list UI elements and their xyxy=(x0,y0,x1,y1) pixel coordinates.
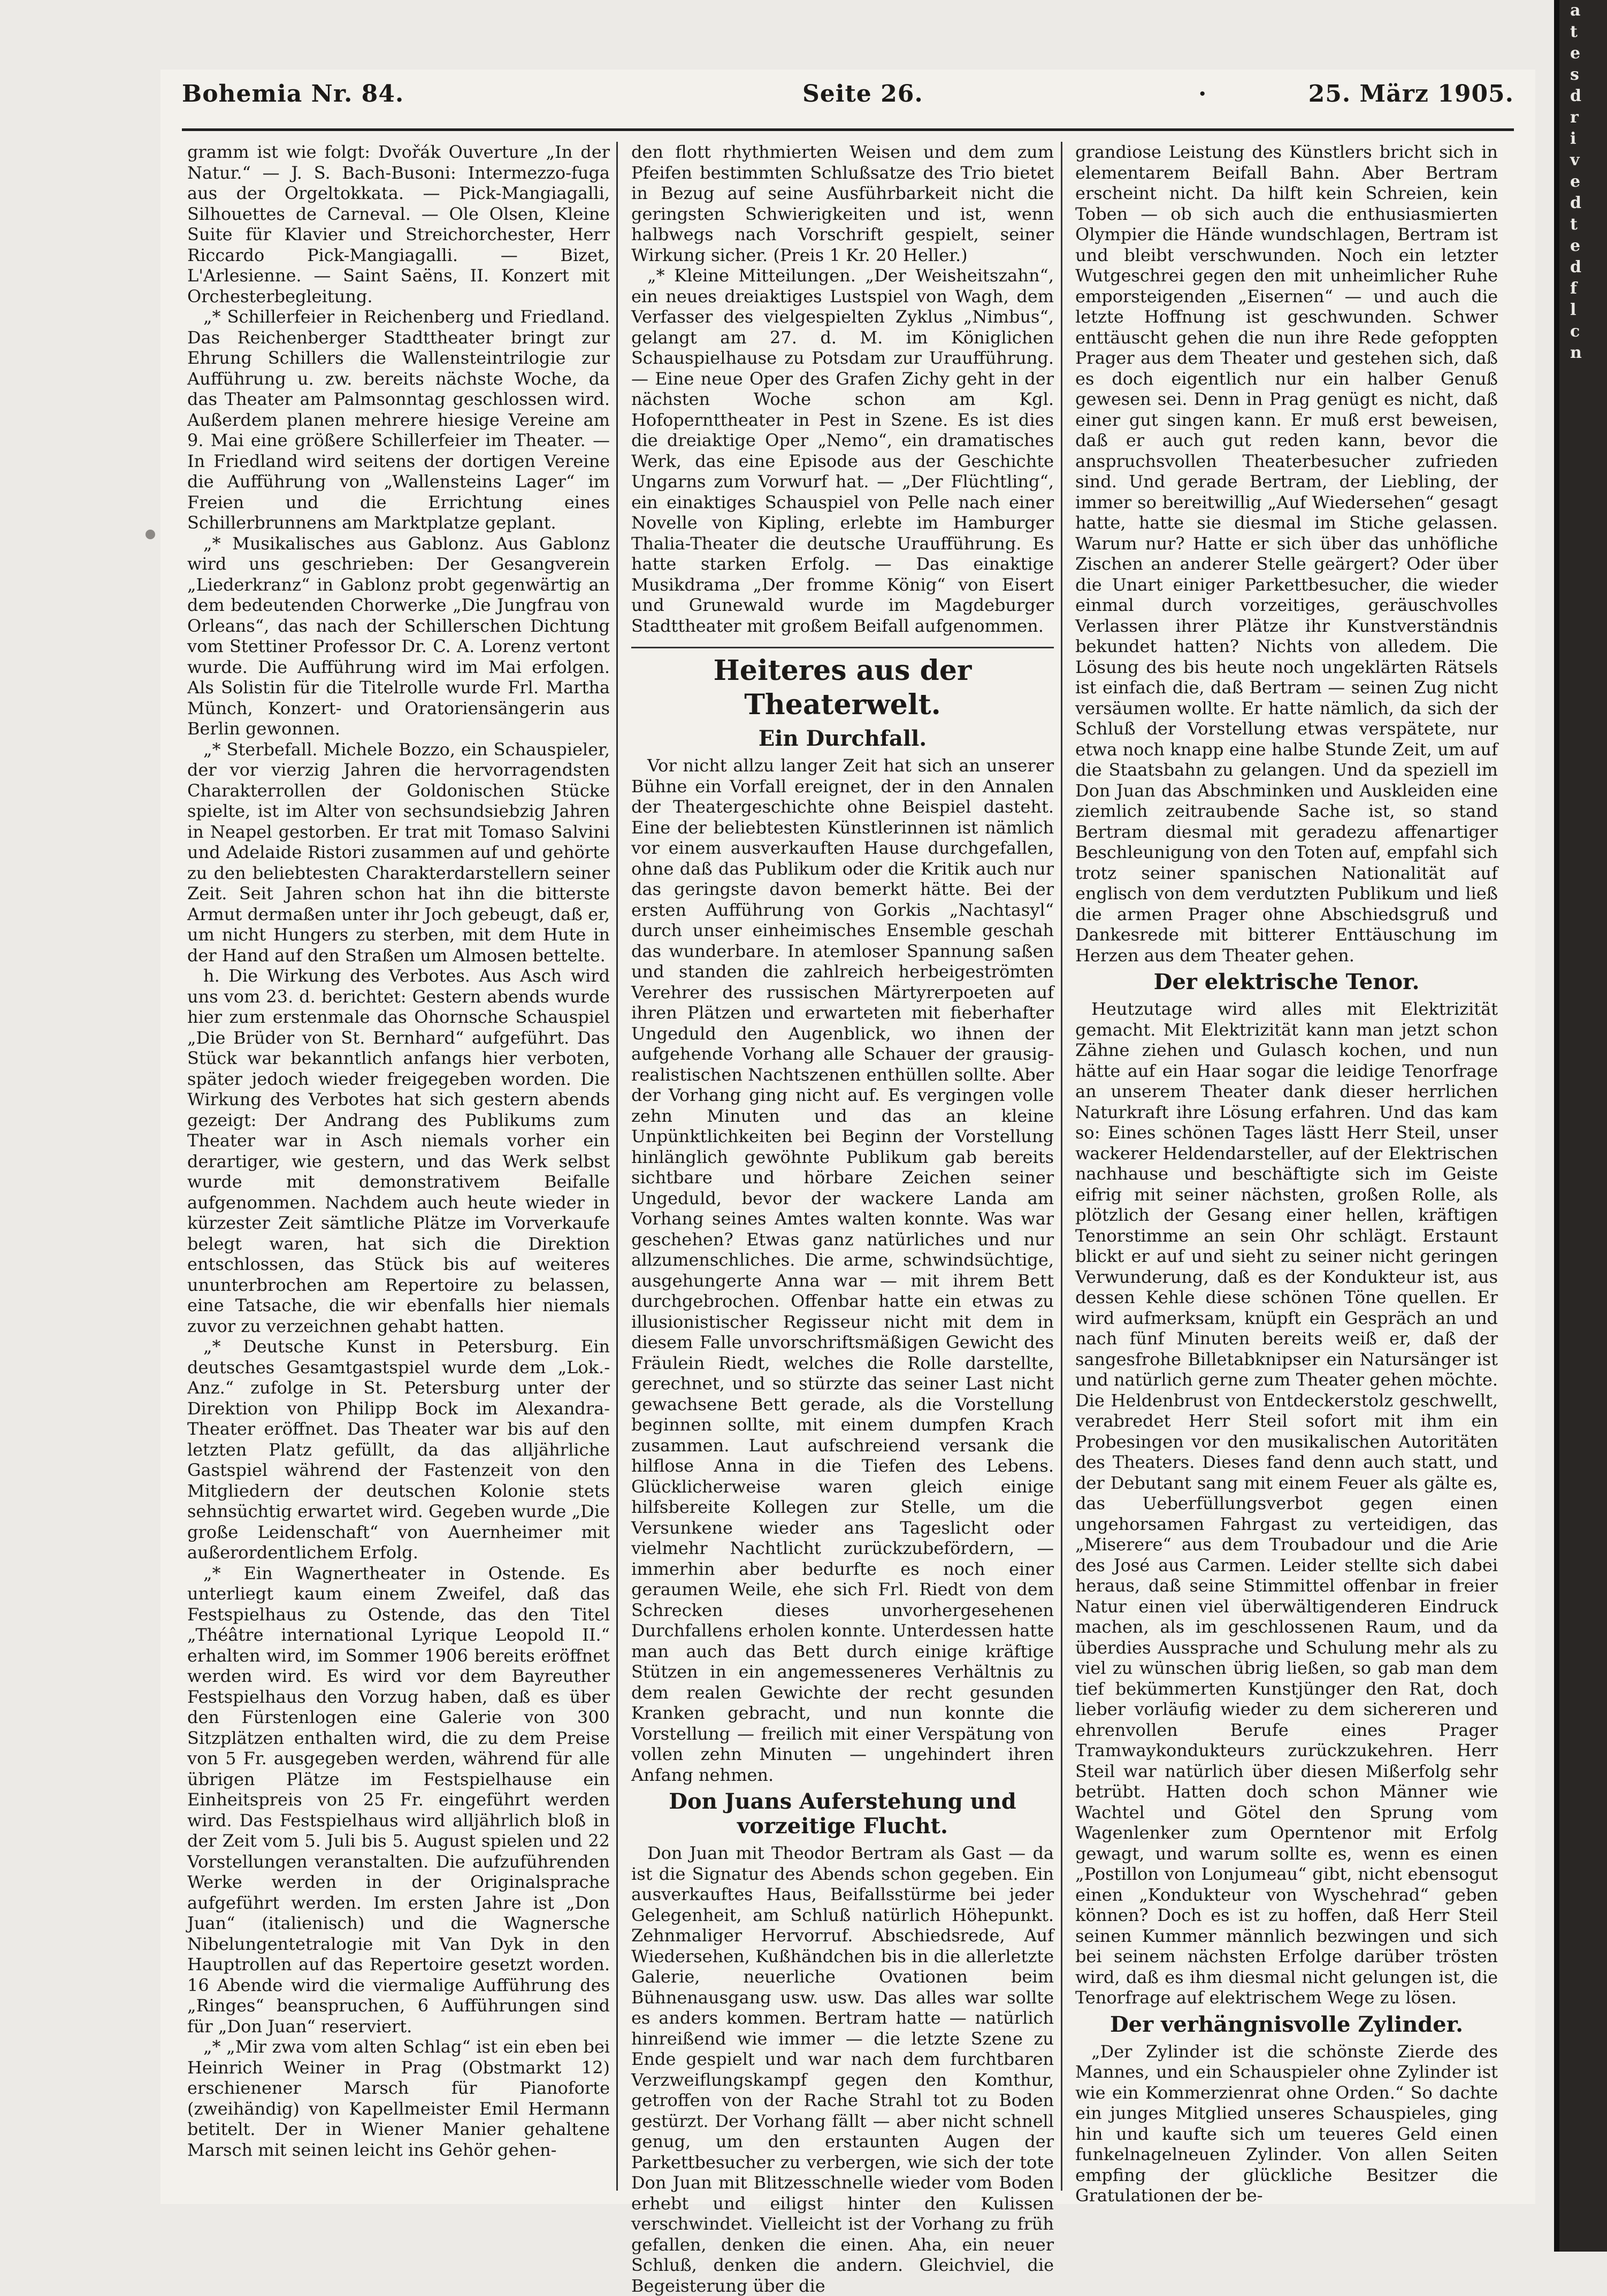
edge-fragment: i xyxy=(1570,129,1577,148)
edge-fragment: e xyxy=(1570,172,1581,191)
column-2 xyxy=(631,142,1054,2296)
article-paragraph: „* Ein Wagnertheater in Ostende. Es unterliegt kaum einem Zweifel, daß das Festspielhaus zu Ostende, das den Titel „Théâtre international Lyrique Leopold II.“ erhalten wird, im Sommer 1906 bereits eröffnet werden wird. Es wird vor dem Bayreuther Festspielhaus den Vorzug haben, daß es über den Fürstenlogen eine Galerie von 300 Sitzplätzen enthalten wird, die zu dem Preise von 5 Fr. ausgegeben werden, während für alle übrigen Plätze im Festspielhause ein Einheitspreis von 25 Fr. eingeführt werden wird. Das Festspielhaus wird alljährlich bloß in der Zeit vom 5. Juli bis 5. August spielen und 22 Vorstellungen veranstalten. Die aufzuführenden Werke werden in der Originalsprache aufgeführt werden. Im ersten Jahre ist „Don Juan“ (italienisch) und die Wagnersche Nibelungentetralogie mit Van Dyk in den Hauptrollen auf das Repertoire gesetzt worden. 16 Abende wird die viermalige Aufführung des „Ringes“ beanspruchen, 6 Aufführungen sind für „Don Juan“ reserviert. xyxy=(187,1563,610,2037)
page-header xyxy=(182,80,1514,123)
article-paragraph: „* Schillerfeier in Reichenberg und Friedland. Das Reichenberger Stadttheater bringt zur Ehrung Schillers die Wallensteintrilogie zur Aufführung u. zw. bereits nächste Woche, da das Theater am Palmsonntag geschlossen wird. Außerdem planen mehrere hiesige Vereine am 9. Mai eine größere Schillerfeier im Theater. — In Friedland wird seitens der dortigen Vereine die Aufführung von „Wallensteins Lager“ im Freien und die Errichtung eines Schillerbrunnens am Marktplatze geplant. xyxy=(187,307,610,533)
article-paragraph: „* Musikalisches aus Gablonz. Aus Gablonz wird uns geschrieben: Der Gesangverein „Liederkranz“ in Gablonz probt gegenwärtig an dem bedeutenden Chorwerke „Die Jungfrau von Orleans“, das nach der Schillerschen Dichtung vom Stettiner Professor Dr. C. A. Lorenz vertont wurde. Die Aufführung wird im Mai erfolgen. Als Solistin für die Titelrolle wurde Frl. Martha Münch, Konzert- und Oratoriensängerin aus Berlin gewonnen. xyxy=(187,533,610,739)
article-paragraph: den flott rhythmierten Weisen und dem zum Pfeifen bestimmten Schlußsatze des Trio bietet in Bezug auf seine Ausführbarkeit nicht die geringsten Schwierigkeiten und ist, wenn halbwegs nach Vorschrift gespielt, seiner Wirkung sicher. (Preis 1 Kr. 20 Heller.) xyxy=(631,142,1054,265)
edge-fragment: v xyxy=(1570,151,1580,170)
article-paragraph: „Der Zylinder ist die schönste Zierde des Mannes, und ein Schauspieler ohne Zylinder ist wie ein Kommerzienrat ohne Orden.“ So dachte ein junges Mitglied unseres Schauspieles, ging hin und kaufte sich um teueres Geld einen funkelnagelneuen Zylinder. Von allen Seiten empfing der glückliche Besitzer die Gratulationen der be- xyxy=(1075,2041,1498,2206)
edge-fragment: f xyxy=(1570,279,1577,298)
edge-fragment: e xyxy=(1570,44,1581,63)
header-rule xyxy=(182,128,1514,131)
edge-fragment: d xyxy=(1570,258,1581,277)
article-paragraph: Heutzutage wird alles mit Elektrizität gemacht. Mit Elektrizität kann man jetzt schon Zähne ziehen und Gulasch kochen, und nun hätte auf ein Haar sogar die leidige Tenorfrage an unserem Theater dank dieser herrlichen Naturkraft ihre Lösung erfahren. Und das kam so: Eines schönen Tages lästt Herr Steil, unser wackerer Heldendarsteller, auf der Elektrischen nachhause und beschäftigte sich im Geiste eifrig mit seiner nächsten, großen Rolle, als plötzlich der Gesang einer hellen, kräftigen Tenorstimme an sein Ohr schlägt. Erstaunt blickt er auf und sieht zu seiner nicht geringen Verwunderung, daß es der Kondukteur ist, aus dessen Kehle diese schönen Töne quellen. Er wird aufmerksam, knüpft ein Gespräch an und nach fünf Minuten bereits weiß er, daß der sangesfrohe Billetabknipser ein Natursänger ist und natürlich gerne zum Theater gehen möchte. Die Heldenbrust von Entdeckerstolz geschwellt, verabredet Herr Steil sofort mit ihm ein Probesingen vor den musikalischen Autoritäten des Theaters. Dieses fand denn auch statt, und der Debutant sang mit einem Feuer als gälte es, das Ueberfüllungsverbot gegen einen ungehorsamen Fahrgast zu verteidigen, das „Miserere“ aus dem Troubadour und die Arie des José aus Carmen. Leider stellte sich dabei heraus, daß seine Stimmittel offenbar in freier Natur einen viel überwältigenderen Eindruck machen, als im geschlossenen Raum, und da überdies Aussprache und Schulung mehr als zu viel zu wünschen übrig ließen, so gab man dem tief bekümmerten Kunstjünger den Rat, doch lieber vorläufig wieder zu dem sichereren und ehrenvollen Berufe eines Prager Tramwaykondukteurs zurückzukehren. Herr Steil war natürlich über diesen Mißerfolg sehr betrübt. Hatten doch schon Männer wie Wachtel und Götel den Sprung vom Wagenlenker zum Operntenor mit Erfolg gewagt, und warum sollte es, wenn es einen „Postillon von Lonjumeau“ gibt, nicht ebensogut einen „Kondukteur von Wyschehrad“ geben können? Doch es ist zu hoffen, daß Herr Steil seinen Kummer männlich bezwingen und sich bei seinem nächsten Erfolge darüber trösten wird, daß es ihm diesmal nicht gelungen ist, die Tenorfrage auf elektrischem Wege zu lösen. xyxy=(1075,999,1498,2008)
edge-fragment: e xyxy=(1570,236,1581,255)
article-paragraph: gramm ist wie folgt: Dvořák Ouverture „In der Natur.“ — J. S. Bach-Busoni: Intermezzo-fuga aus der Orgeltokkata. — Pick-Mangiagalli, Silhouettes de Carneval. — Ole Olsen, Kleine Suite für Klavier und Streichorchester, Herr Riccardo Pick-Mangiagalli. — Bizet, L'Arlesienne. — Saint Saëns, II. Konzert mit Orchesterbegleitung. xyxy=(187,142,610,307)
article-subtitle: Don Juans Auferstehung und vorzeitige Flucht. xyxy=(669,1789,1016,1839)
article-paragraph: h. Die Wirkung des Verbotes. Aus Asch wird uns vom 23. d. berichtet: Gestern abends wurde hier zum erstenmale das Ohornsche Schauspiel „Die Brüder von St. Bernhard“ aufgeführt. Das Stück war bekanntlich anfangs hier verboten, später jedoch wieder freigegeben worden. Die Wirkung des Verbotes hat sich gestern abends gezeigt: Der Andrang des Publikums zum Theater war in Asch niemals vorher ein derartiger, wie gestern, und das Werk selbst wurde mit demonstrativem Beifalle aufgenommen. Nachdem auch heute wieder in kürzester Zeit sämtliche Plätze im Vorverkaufe belegt waren, hat sich die Direktion entschlossen, das Stück bis auf weiteres ununterbrochen am Repertoire zu belassen, eine Tatsache, die wir ebenfalls hier niemals zuvor zu verzeichnen gehabt hatten. xyxy=(187,966,610,1336)
edge-fragment: t xyxy=(1570,22,1578,41)
article-paragraph: Vor nicht allzu langer Zeit hat sich an unserer Bühne ein Vorfall ereignet, der in den Annalen der Theatergeschichte ohne Beispiel dasteht. Eine der beliebtesten Künstlerinnen ist nämlich vor einem ausverkauften Hause durchgefallen, ohne daß das Publikum oder die Kritik auch nur das geringste davon bemerkt hätte. Bei der ersten Aufführung von Gorkis „Nachtasyl“ durch unser einheimisches Ensemble geschah das wunderbare. In atemloser Spannung saßen und standen die zahlreich herbeigeströmten Verehrer des russischen Märtyrerpoeten auf ihren Plätzen und erwarteten mit fieberhafter Ungeduld den Augenblick, wo ihnen der aufgehende Vorhang alle Schauer der grausig-realistischen Nachtszenen enthüllen sollte. Aber der Vorhang ging nicht auf. Es vergingen volle zehn Minuten und das an kleine Unpünktlichkeiten bei Beginn der Vorstellung hinlänglich gewöhnte Publikum gab bereits sichtbare und hörbare Zeichen seiner Ungeduld, bevor der wackere Landa am Vorhang seines Amtes walten konnte. Was war geschehen? Etwas ganz natürliches und nur allzumenschliches. Die arme, schwindsüchtige, ausgehungerte Anna war — mit ihrem Bett durchgebrochen. Offenbar hatte ein etwas zu illusionistischer Regisseur nicht mit dem in diesem Falle unvorschriftsmäßigen Gewicht des Fräulein Riedt, welches die Rolle darstellte, gerechnet, und so stürzte das seiner Last nicht gewachsene Bett gerade, als die Vorstellung beginnen sollte, mit einem dumpfen Krach zusammen. Laut aufschreiend versank die hilflose Anna in die Tiefen des Lebens. Glücklicherweise waren gleich einige hilfsbereite Kollegen zur Stelle, um die Versunkene wieder ans Tageslicht oder vielmehr Nachtlicht zurückzubefördern, — immerhin aber bedurfte es noch einer geraumen Weile, ehe sich Frl. Riedt von dem Schrecken dieses unvorhergesehenen Durchfallens erholen konnte. Unterdessen hatte man auch das Bett durch einige kräftige Stützen in ein angemesseneres Verhältnis zu dem realen Gewichte der recht gesunden Kranken gebracht, und nun konnte die Vorstellung — freilich mit einer Verspätung von vollen zehn Minuten — ungehindert ihren Anfang nehmen. xyxy=(631,755,1054,1785)
publication-name: Bohemia Nr. 84. xyxy=(182,80,404,108)
edge-fragment: r xyxy=(1570,108,1579,127)
article-paragraph: grandiose Leistung des Künstlers bricht sich in elementarem Beifall Bahn. Aber Bertram erscheint nicht. Da hilft kein Schreien, kein Toben — ob sich auch die enthusiasmierten Olympier die Hände wundschlagen, Bertram ist und bleibt verschwunden. Noch ein letzter Wutgeschrei gegen den mit unheimlicher Ruhe emporsteigenden „Eisernen“ — und auch die letzte Hoffnung ist geschwunden. Schwer enttäuscht gehen die nun ihre Rede gefoppten Prager aus dem Theater und gestehen sich, daß es doch eigentlich nur ein halber Genuß gewesen sei. Denn in Prag genügt es nicht, daß einer gut singen kann. Er muß erst beweisen, daß er auch gut reden kann, bevor die anspruchsvollen Theaterbesucher zufrieden sind. Und gerade Bertram, der Liebling, der immer so bereitwillig „Auf Wiedersehen“ gesagt hatte, hatte sie diesmal im Stiche gelassen. Warum nur? Hatte er sich über das unhöfliche Zischen an anderer Stelle geärgert? Oder über die Unart einiger Parkettbesucher, die wieder einmal durch vorzeitiges, geräuschvolles Verlassen ihrer Plätze ihr Kunstverständnis bekundet hatten? Nichts von alledem. Die Lösung des bis heute noch ungeklärten Rätsels ist einfach die, daß Bertram — seinen Zug nicht versäumen wollte. Er hatte nämlich, da sich der Schluß der Vorstellung etwas verspätete, nur etwa noch knapp eine halbe Stunde Zeit, um auf die Staatsbahn zu gelangen. Und da speziell im Don Juan das Abschminken und Auskleiden eine ziemlich zeitraubende Sache ist, so stand Bertram diesmal mit geradezu affenartiger Beschleunigung von den Toten auf, empfahl sich trotz seiner spanischen Nationalität auf englisch von dem verdutzten Publikum und ließ die armen Prager ohne Abschiedsgruß und Dankesrede mit bitterer Enttäuschung im Herzen aus dem Theater gehen. xyxy=(1075,142,1498,966)
paper-hole xyxy=(146,530,155,539)
header-dot: · xyxy=(1198,80,1207,108)
article-subtitle: Der verhängnisvolle Zylinder. xyxy=(1109,2011,1464,2037)
edge-fragment: d xyxy=(1570,194,1581,212)
column-divider xyxy=(1061,142,1062,2191)
article-paragraph: Don Juan mit Theodor Bertram als Gast — da ist die Signatur des Abends schon gegeben. Ein ausverkauftes Haus, Beifallsstürme bei jeder Gelegenheit, am Schluß natürlich Höhepunkt. Zehnmaliger Hervorruf. Abschiedsrede, Auf Wiedersehen, Kußhändchen bis in die allerletzte Galerie, neuerliche Ovationen beim Bühnenausgang usw. usw. Das alles war sollte es anders kommen. Bertram hatte — natürlich hinreißend wie immer — die letzte Szene zu Ende gespielt und war nach dem furchtbaren Verzweiflungskampf gegen den Komthur, getroffen von der Rache Strahl tot zu Boden gestürzt. Der Vorhang fällt — aber nicht schnell genug, um den erstaunten Augen der Parkettbesucher zu verbergen, wie sich der tote Don Juan mit Blitzesschnelle wieder vom Boden erhebt und eiligst hinter den Kulissen verschwindet. Vielleicht ist der Vorhang zu früh gefallen, denken die einen. Aha, ein neuer Schluß, denken die andern. Gleichviel, die Begeisterung über die xyxy=(631,1843,1054,2296)
column-divider xyxy=(616,142,618,2191)
article-paragraph: „* Sterbefall. Michele Bozzo, ein Schauspieler, der vor vierzig Jahren die hervorragendsten Charakterrollen der Goldonischen Stücke spielte, ist im Alter von sechsundsiebzig Jahren in Neapel gestorben. Er trat mit Tomaso Salvini und Adelaide Ristori zusammen auf und gehörte zu den beliebtesten Charakterdarstellern seiner Zeit. Seit Jahren schon hat ihn die bitterste Armut dermaßen unter ihr Joch gebeugt, daß er, um nicht Hungers zu sterben, mit dem Hute in der Hand auf den Straßen um Almosen bettelte. xyxy=(187,739,610,966)
article-subtitle: Ein Durchfall. xyxy=(758,726,927,751)
edge-fragment: c xyxy=(1570,322,1580,341)
issue-date: 25. März 1905. xyxy=(1308,80,1514,108)
column-1 xyxy=(187,142,610,2191)
edge-fragment: d xyxy=(1570,87,1581,105)
edge-fragment: n xyxy=(1570,343,1582,362)
edge-fragment: s xyxy=(1570,65,1579,84)
newspaper-page xyxy=(160,70,1535,2296)
article-paragraph: „* „Mir zwa vom alten Schlag“ ist ein eben bei Heinrich Weiner in Prag (Obstmarkt 12) erschienener Marsch für Pianoforte (zweihändig) von Kapellmeister Emil Hermann betitelt. Der in Wiener Manier gehaltene Marsch mit seinen leicht ins Gehör gehen- xyxy=(187,2037,610,2160)
article-paragraph: „* Kleine Mitteilungen. „Der Weisheitszahn“, ein neues dreiaktiges Lustspiel von Wagh, dem Verfasser des vielgespielten Zyklus „Nimbus“, gelangt am 27. d. M. im Königlichen Schauspielhause zu Potsdam zur Uraufführung. — Eine neue Oper des Grafen Zichy geht in der nächsten Woche schon am Kgl. Hofopernttheater in Pest in Szene. Es ist dies die dreiaktige Oper „Nemo“, ein dramatisches Werk, das eine Episode aus der Geschichte Ungarns zum Vorwurf hat. — „Der Flüchtling“, ein einaktiges Schauspiel von Pelle nach einer Novelle von Kipling, erlebte im Hamburger Thalia-Theater die deutsche Uraufführung. Es hatte starken Erfolg. — Das einaktige Musikdrama „Der fromme König“ von Eisert und Grunewald wurde im Magdeburger Stadttheater mit großem Beifall aufgenommen. xyxy=(631,265,1054,636)
column-3 xyxy=(1075,142,1498,2206)
adjacent-page-edge xyxy=(1554,0,1607,2252)
article-paragraph: „* Deutsche Kunst in Petersburg. Ein deutsches Gesamtgastspiel wurde dem „Lok.-Anz.“ zufolge in St. Petersburg unter der Direktion von Philipp Bock im Alexandra-Theater eröffnet. Das Theater war bis auf den letzten Platz gefüllt, da das alljährliche Gastspiel während der Fastenzeit von den Mitgliedern der deutschen Kolonie stets sehnsüchtig erwartet wird. Gegeben wurde „Die große Leidenschaft“ von Auernheimer mit außerordentlichem Erfolg. xyxy=(187,1336,610,1563)
edge-fragment: a xyxy=(1570,1,1581,20)
section-title: Heiteres aus der Theaterwelt. xyxy=(631,647,1054,722)
edge-fragment: t xyxy=(1570,215,1578,234)
edge-fragment: l xyxy=(1570,301,1577,319)
article-subtitle: Der elektrische Tenor. xyxy=(1153,969,1420,994)
page-number: Seite 26. xyxy=(802,80,923,108)
